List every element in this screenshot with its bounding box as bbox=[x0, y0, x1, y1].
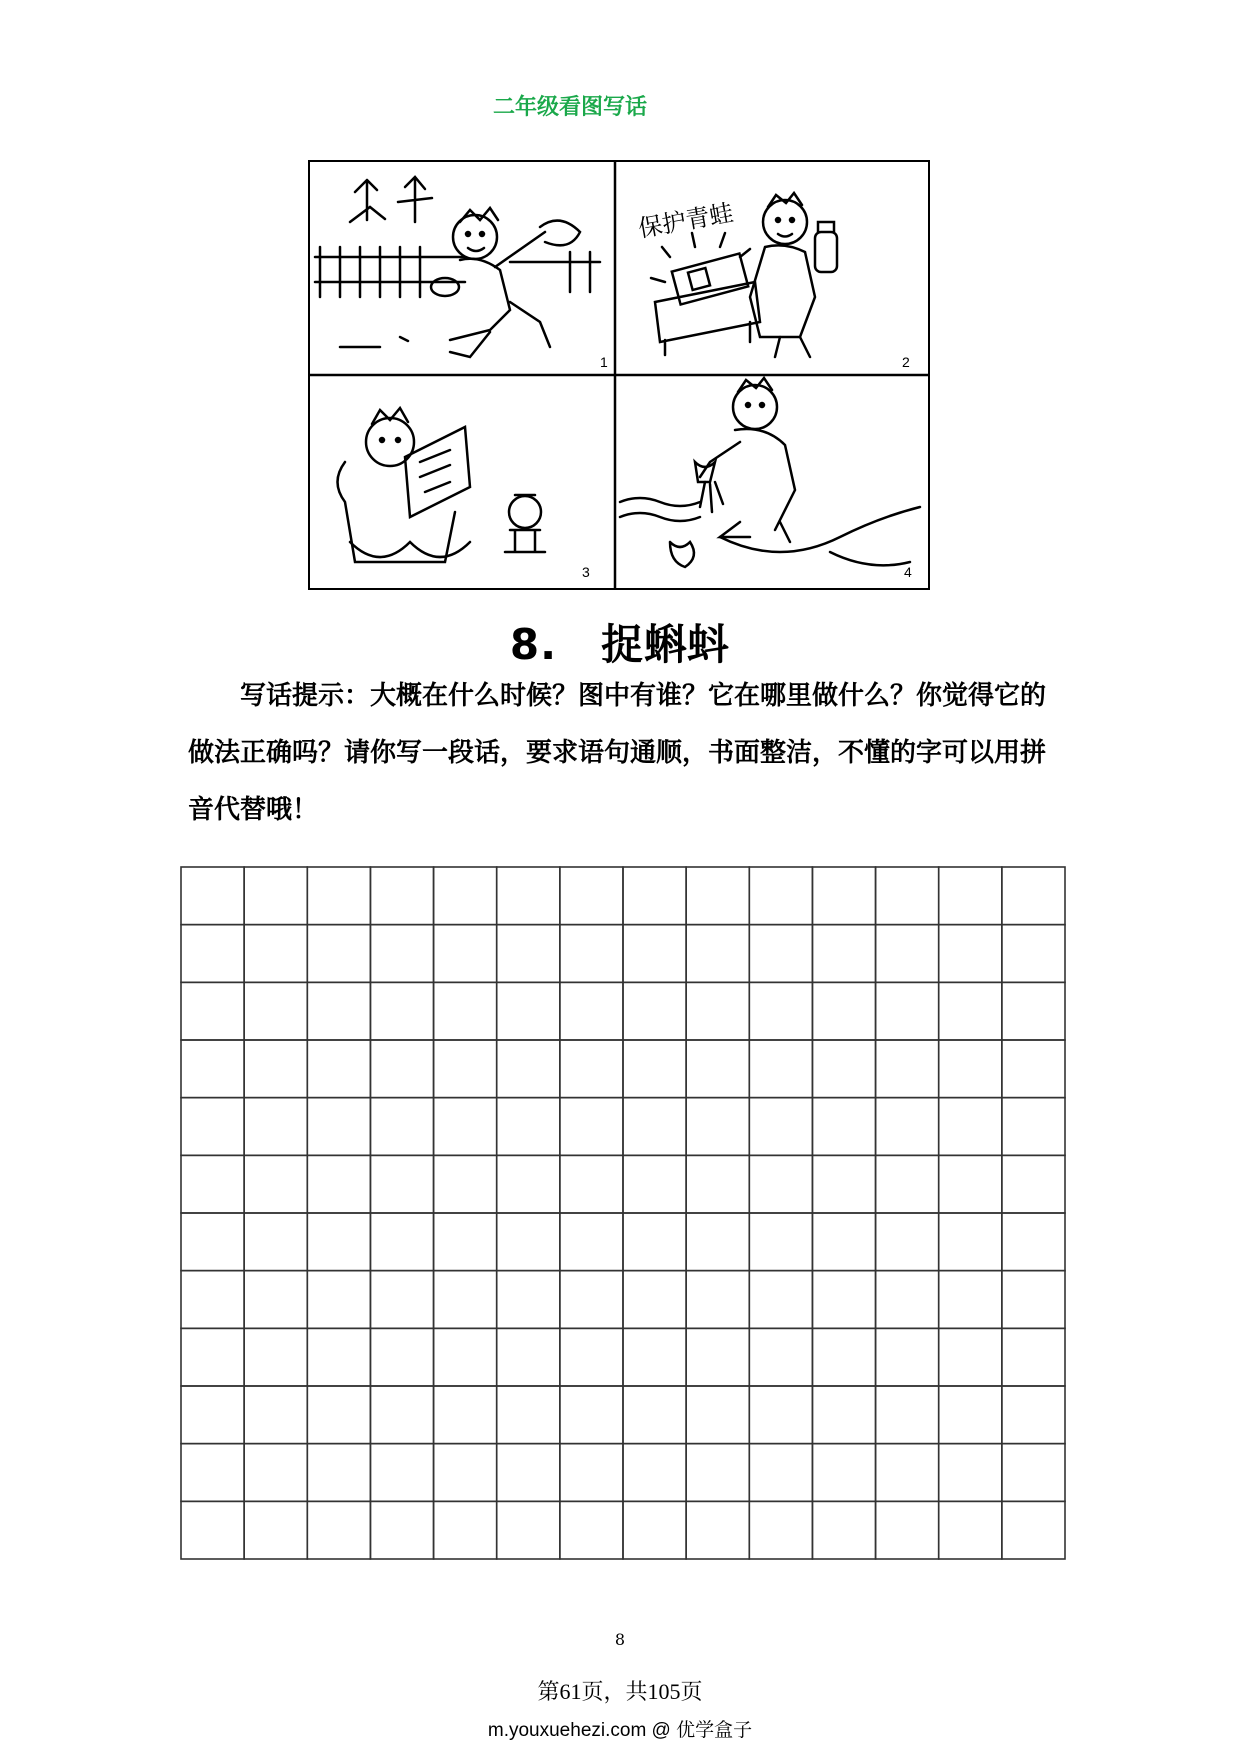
grid-cell[interactable] bbox=[623, 1271, 686, 1329]
grid-cell[interactable] bbox=[686, 982, 749, 1040]
grid-cell[interactable] bbox=[749, 1098, 812, 1156]
grid-cell[interactable] bbox=[560, 982, 623, 1040]
grid-cell[interactable] bbox=[181, 1271, 244, 1329]
lesson-number: 8. bbox=[509, 620, 558, 669]
grid-cell[interactable] bbox=[181, 867, 244, 925]
grid-cell[interactable] bbox=[623, 1040, 686, 1098]
grid-cell[interactable] bbox=[939, 1328, 1002, 1386]
grid-cell[interactable] bbox=[686, 1040, 749, 1098]
grid-cell[interactable] bbox=[1002, 867, 1065, 925]
grid-cell[interactable] bbox=[1002, 1501, 1065, 1559]
grid-cell[interactable] bbox=[812, 1098, 875, 1156]
writing-grid[interactable] bbox=[180, 866, 1066, 1564]
grid-cell[interactable] bbox=[434, 925, 497, 983]
panel-4-drawing bbox=[620, 378, 920, 567]
grid-cell[interactable] bbox=[686, 1328, 749, 1386]
grid-cell[interactable] bbox=[307, 1213, 370, 1271]
grid-cell[interactable] bbox=[1002, 1328, 1065, 1386]
grid-cell[interactable] bbox=[244, 1155, 307, 1213]
grid-cell[interactable] bbox=[560, 1501, 623, 1559]
grid-cell[interactable] bbox=[434, 1328, 497, 1386]
grid-cell[interactable] bbox=[812, 867, 875, 925]
grid-cell[interactable] bbox=[812, 1213, 875, 1271]
panel-2-label: 2 bbox=[902, 354, 910, 370]
grid-cell[interactable] bbox=[370, 982, 433, 1040]
grid-cell[interactable] bbox=[1002, 982, 1065, 1040]
grid-cell[interactable] bbox=[1002, 1271, 1065, 1329]
grid-cell[interactable] bbox=[307, 1501, 370, 1559]
writing-prompt: 写话提示：大概在什么时候？图中有谁？它在哪里做什么？你觉得它的做法正确吗？请你写一段话，要求语句通顺，书面整洁，不懂的字可以用拼音代替哦！ bbox=[188, 681, 1047, 825]
grid-cell[interactable] bbox=[434, 1501, 497, 1559]
grid-cell[interactable] bbox=[876, 1328, 939, 1386]
grid-cell[interactable] bbox=[497, 982, 560, 1040]
grid-cell[interactable] bbox=[434, 867, 497, 925]
grid-cell[interactable] bbox=[370, 867, 433, 925]
grid-cell[interactable] bbox=[181, 925, 244, 983]
grid-cell[interactable] bbox=[370, 1501, 433, 1559]
grid-cell[interactable] bbox=[307, 867, 370, 925]
grid-cell[interactable] bbox=[560, 1386, 623, 1444]
grid-cell[interactable] bbox=[749, 1386, 812, 1444]
grid-cell[interactable] bbox=[623, 1155, 686, 1213]
grid-cell[interactable] bbox=[939, 982, 1002, 1040]
grid-cell[interactable] bbox=[686, 1501, 749, 1559]
grid-cell[interactable] bbox=[560, 1328, 623, 1386]
grid-cell[interactable] bbox=[749, 982, 812, 1040]
grid-cell[interactable] bbox=[244, 1386, 307, 1444]
grid-cell[interactable] bbox=[623, 1444, 686, 1502]
grid-cell[interactable] bbox=[686, 1444, 749, 1502]
grid-cell[interactable] bbox=[497, 1271, 560, 1329]
grid-cell[interactable] bbox=[307, 1386, 370, 1444]
grid-cell[interactable] bbox=[686, 1155, 749, 1213]
lesson-title bbox=[0, 612, 1240, 672]
page-number: 8 bbox=[614, 1630, 626, 1649]
grid-cell[interactable] bbox=[812, 1155, 875, 1213]
grid-cell[interactable] bbox=[560, 867, 623, 925]
grid-cell[interactable] bbox=[1002, 1155, 1065, 1213]
grid-cell[interactable] bbox=[307, 1040, 370, 1098]
grid-cell[interactable] bbox=[497, 925, 560, 983]
grid-cell[interactable] bbox=[812, 1501, 875, 1559]
grid-cell[interactable] bbox=[497, 1098, 560, 1156]
grid-cell[interactable] bbox=[244, 867, 307, 925]
grid-cell[interactable] bbox=[181, 1444, 244, 1502]
grid-cell[interactable] bbox=[812, 1386, 875, 1444]
grid-cell[interactable] bbox=[939, 1155, 1002, 1213]
grid-cell[interactable] bbox=[939, 1386, 1002, 1444]
grid-cell[interactable] bbox=[244, 1501, 307, 1559]
panel-2-drawing bbox=[636, 193, 837, 357]
grid-cell[interactable] bbox=[497, 867, 560, 925]
panel-1-label: 1 bbox=[600, 354, 608, 370]
grid-cell[interactable] bbox=[876, 867, 939, 925]
grid-cell[interactable] bbox=[434, 1444, 497, 1502]
grid-cell[interactable] bbox=[244, 1444, 307, 1502]
grid-cell[interactable] bbox=[370, 1444, 433, 1502]
grid-cell[interactable] bbox=[370, 1386, 433, 1444]
grid-cell[interactable] bbox=[497, 1155, 560, 1213]
grid-cell[interactable] bbox=[939, 925, 1002, 983]
grid-cell[interactable] bbox=[686, 1386, 749, 1444]
grid-cell[interactable] bbox=[1002, 1444, 1065, 1502]
grid-cell[interactable] bbox=[181, 1040, 244, 1098]
grid-cell[interactable] bbox=[876, 1098, 939, 1156]
grid-cell[interactable] bbox=[623, 867, 686, 925]
grid-cell[interactable] bbox=[307, 1444, 370, 1502]
grid-cell[interactable] bbox=[876, 925, 939, 983]
grid-cell[interactable] bbox=[244, 982, 307, 1040]
grid-cell[interactable] bbox=[812, 1040, 875, 1098]
grid-cell[interactable] bbox=[497, 1040, 560, 1098]
grid-cell[interactable] bbox=[434, 982, 497, 1040]
grid-cell[interactable] bbox=[181, 1155, 244, 1213]
grid-cell[interactable] bbox=[370, 1328, 433, 1386]
grid-cell[interactable] bbox=[1002, 1040, 1065, 1098]
grid-cell[interactable] bbox=[307, 1271, 370, 1329]
writing-grid-lines bbox=[180, 866, 1066, 1560]
grid-cell[interactable] bbox=[1002, 1098, 1065, 1156]
site-credit: m.youxuehezi.com @ 优学盒子 bbox=[487, 1720, 753, 1741]
grid-cell[interactable] bbox=[307, 1098, 370, 1156]
grid-cell[interactable] bbox=[181, 1098, 244, 1156]
grid-cell[interactable] bbox=[686, 1213, 749, 1271]
grid-cell[interactable] bbox=[434, 1213, 497, 1271]
panel-1-drawing bbox=[315, 177, 600, 357]
grid-cell[interactable] bbox=[181, 1386, 244, 1444]
panel-3-drawing bbox=[338, 408, 546, 562]
grid-cell[interactable] bbox=[244, 1040, 307, 1098]
grid-cell[interactable] bbox=[749, 1328, 812, 1386]
grid-cell[interactable] bbox=[939, 1271, 1002, 1329]
grid-cell[interactable] bbox=[434, 1271, 497, 1329]
grid-cell[interactable] bbox=[939, 1213, 1002, 1271]
grid-cell[interactable] bbox=[560, 1040, 623, 1098]
grid-cell[interactable] bbox=[244, 1213, 307, 1271]
grid-cell[interactable] bbox=[876, 1040, 939, 1098]
grid-cell[interactable] bbox=[497, 1501, 560, 1559]
grid-cell[interactable] bbox=[876, 1386, 939, 1444]
grid-cell[interactable] bbox=[181, 982, 244, 1040]
grid-cell[interactable] bbox=[686, 1098, 749, 1156]
grid-cell[interactable] bbox=[181, 1328, 244, 1386]
grid-cell[interactable] bbox=[623, 1501, 686, 1559]
grid-cell[interactable] bbox=[623, 1213, 686, 1271]
grid-cell[interactable] bbox=[623, 1098, 686, 1156]
grid-cell[interactable] bbox=[749, 1271, 812, 1329]
grid-cell[interactable] bbox=[370, 1155, 433, 1213]
grid-cell[interactable] bbox=[749, 1213, 812, 1271]
grid-cell[interactable] bbox=[686, 867, 749, 925]
grid-cell[interactable] bbox=[244, 1328, 307, 1386]
grid-cell[interactable] bbox=[434, 1040, 497, 1098]
grid-cell[interactable] bbox=[876, 1501, 939, 1559]
grid-cell[interactable] bbox=[686, 925, 749, 983]
grid-cell[interactable] bbox=[560, 1155, 623, 1213]
grid-cell[interactable] bbox=[623, 925, 686, 983]
grid-cell[interactable] bbox=[939, 1040, 1002, 1098]
grid-cell[interactable] bbox=[939, 867, 1002, 925]
page-info: 第61页，共105页 bbox=[537, 1679, 703, 1704]
grid-cell[interactable] bbox=[181, 1501, 244, 1559]
grid-cell[interactable] bbox=[307, 1328, 370, 1386]
grid-cell[interactable] bbox=[812, 1271, 875, 1329]
grid-cell[interactable] bbox=[749, 1501, 812, 1559]
header-title: 二年级看图写话 bbox=[492, 95, 647, 120]
grid-cell[interactable] bbox=[876, 1444, 939, 1502]
grid-cell[interactable] bbox=[749, 925, 812, 983]
grid-cell[interactable] bbox=[749, 1040, 812, 1098]
grid-cell[interactable] bbox=[876, 1271, 939, 1329]
grid-cell[interactable] bbox=[812, 925, 875, 983]
grid-cell[interactable] bbox=[370, 1098, 433, 1156]
grid-cell[interactable] bbox=[939, 1501, 1002, 1559]
grid-cell[interactable] bbox=[370, 925, 433, 983]
grid-cell[interactable] bbox=[686, 1271, 749, 1329]
grid-cell[interactable] bbox=[370, 1213, 433, 1271]
grid-cell[interactable] bbox=[1002, 1386, 1065, 1444]
grid-cell[interactable] bbox=[749, 1444, 812, 1502]
grid-cell[interactable] bbox=[876, 982, 939, 1040]
grid-cell[interactable] bbox=[812, 982, 875, 1040]
grid-cell[interactable] bbox=[560, 1271, 623, 1329]
grid-cell[interactable] bbox=[307, 925, 370, 983]
grid-cell[interactable] bbox=[434, 1098, 497, 1156]
grid-cell[interactable] bbox=[939, 1098, 1002, 1156]
grid-cell[interactable] bbox=[623, 1386, 686, 1444]
comic-illustration bbox=[310, 162, 928, 588]
grid-cell[interactable] bbox=[370, 1040, 433, 1098]
grid-cell[interactable] bbox=[1002, 925, 1065, 983]
grid-cell[interactable] bbox=[876, 1213, 939, 1271]
grid-cell[interactable] bbox=[749, 867, 812, 925]
grid-cell[interactable] bbox=[560, 1213, 623, 1271]
grid-cell[interactable] bbox=[244, 1271, 307, 1329]
lesson-name: 捉蝌蚪 bbox=[601, 620, 731, 669]
grid-cell[interactable] bbox=[497, 1444, 560, 1502]
comic-strip bbox=[308, 160, 930, 590]
grid-cell[interactable] bbox=[307, 1155, 370, 1213]
grid-cell[interactable] bbox=[434, 1155, 497, 1213]
panel-3-label: 3 bbox=[582, 564, 590, 580]
grid-cell[interactable] bbox=[623, 982, 686, 1040]
grid-cell[interactable] bbox=[497, 1213, 560, 1271]
grid-cell[interactable] bbox=[812, 1328, 875, 1386]
grid-cell[interactable] bbox=[876, 1155, 939, 1213]
grid-cell[interactable] bbox=[560, 925, 623, 983]
grid-cell[interactable] bbox=[497, 1386, 560, 1444]
grid-cell[interactable] bbox=[623, 1328, 686, 1386]
grid-cell[interactable] bbox=[244, 925, 307, 983]
grid-cell[interactable] bbox=[307, 982, 370, 1040]
grid-cell[interactable] bbox=[749, 1155, 812, 1213]
grid-cell[interactable] bbox=[560, 1444, 623, 1502]
grid-cell[interactable] bbox=[244, 1098, 307, 1156]
grid-cell[interactable] bbox=[812, 1444, 875, 1502]
grid-cell[interactable] bbox=[370, 1271, 433, 1329]
panel-2-sign: 保护青蛙 bbox=[636, 198, 736, 243]
grid-cell[interactable] bbox=[181, 1213, 244, 1271]
grid-cell[interactable] bbox=[939, 1444, 1002, 1502]
grid-cell[interactable] bbox=[434, 1386, 497, 1444]
grid-cell[interactable] bbox=[560, 1098, 623, 1156]
grid-cell[interactable] bbox=[497, 1328, 560, 1386]
panel-4-label: 4 bbox=[904, 564, 912, 580]
grid-cell[interactable] bbox=[1002, 1213, 1065, 1271]
